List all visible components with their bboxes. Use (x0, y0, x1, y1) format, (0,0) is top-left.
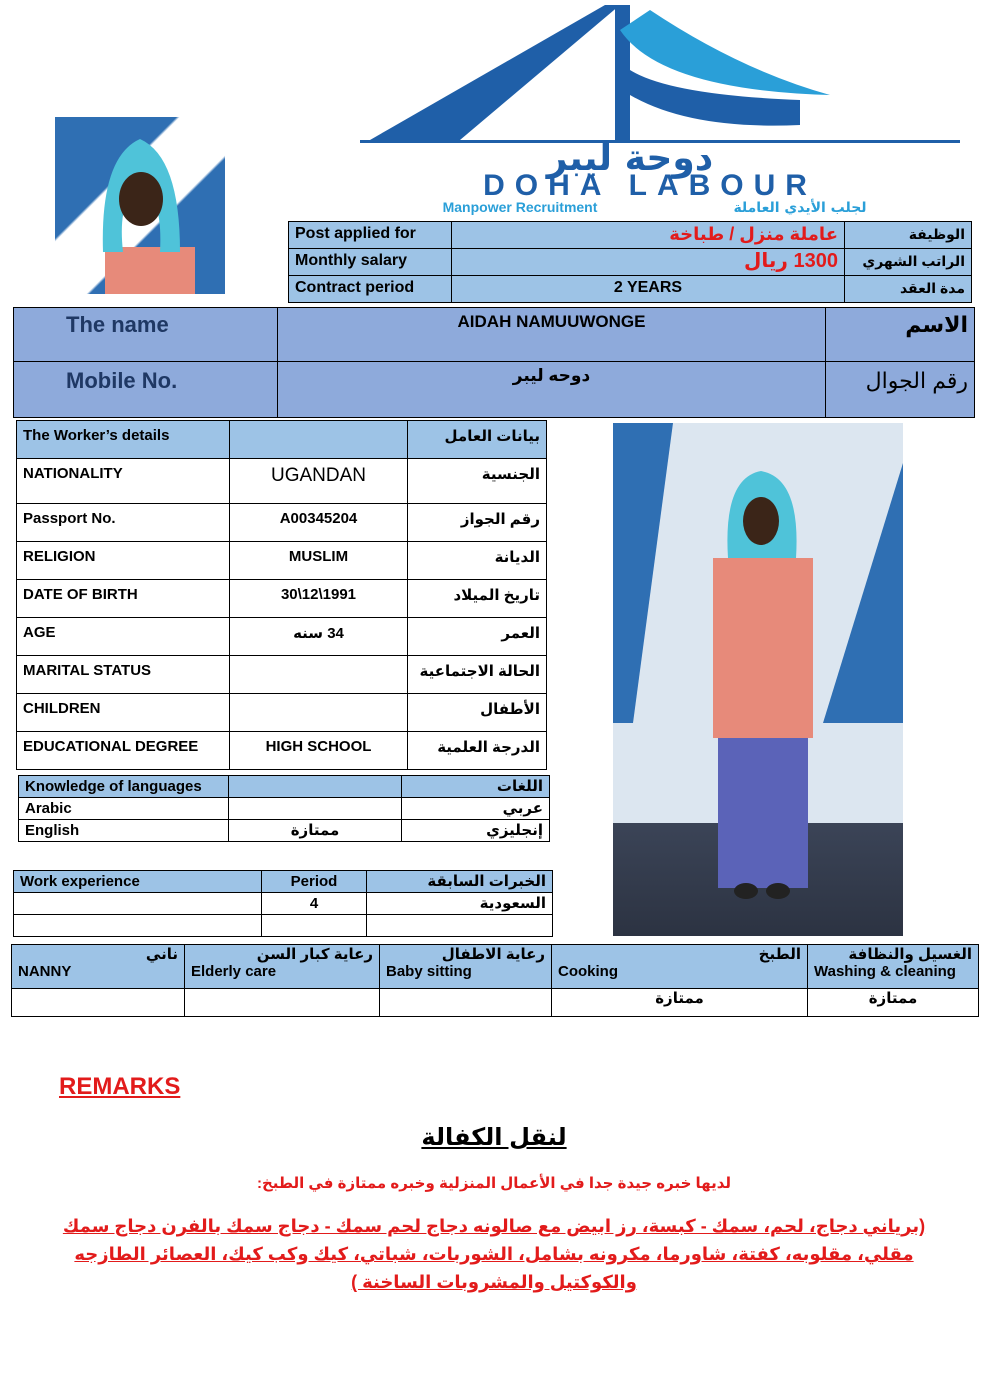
details-header-ar: بيانات العامل (408, 421, 547, 459)
languages-table (18, 775, 550, 842)
remarks-title: REMARKS (59, 1073, 181, 1100)
skill-cooking-ar: الطبخ (758, 946, 801, 963)
mobile-value: دوحه ليبر (278, 362, 826, 418)
skill-baby-ar: رعاية الاطفال (441, 946, 545, 963)
skill-header-elderly (185, 945, 380, 989)
dob-label-ar: تاريخ الميلاد (408, 580, 547, 618)
skill-baby-en: Baby sitting (386, 963, 472, 980)
logo-tagline-ar: لجلب الأيدي العاملة (733, 200, 867, 215)
nationality-value: UGANDAN (230, 459, 408, 504)
lang-english-label: English (19, 820, 229, 842)
experience-country (367, 915, 553, 937)
job-info-table (288, 221, 972, 303)
experience-period (262, 915, 367, 937)
marital-label-en: MARITAL STATUS (17, 656, 230, 694)
worker-portrait-photo (55, 117, 225, 294)
age-value: 34 سنه (230, 618, 408, 656)
skill-nanny-en: NANNY (18, 963, 72, 980)
experience-summary: لديها خبره جيدة جدا في الأعمال المنزلية وخبره ممتازة في الطبخ: (256, 1175, 732, 1192)
skill-washing-en: Washing & cleaning (814, 963, 956, 980)
skill-elderly-ar: رعاية كبار السن (256, 946, 373, 963)
skill-header-nanny (12, 945, 185, 989)
dishes-list: (برياني دجاج، لحم، سمك - كبسة، رز ابيض مع صالونه دجاج لحم سمك - دجاج سمك بالفرن دجاج سمك مقلي، مقلوبه، كفتة، شاورما، مكرونه بشامل، الشوربات، شباتي، كيك وكب كيك، العصائر الطازجه والكوكتيل والمشروبات الساخنة ) (62, 1216, 926, 1292)
skill-nanny-value (12, 989, 185, 1017)
passport-value: A00345204 (230, 504, 408, 542)
doha-labour-logo (330, 0, 970, 215)
skill-washing-value: ممتازة (808, 989, 979, 1017)
sponsorship-transfer-heading: لنقل الكفالة (421, 1124, 567, 1151)
contract-value: 2 YEARS (452, 276, 845, 303)
passport-label-en: Passport No. (17, 504, 230, 542)
lang-english-value: ممتازة (229, 820, 402, 842)
age-label-ar: العمر (408, 618, 547, 656)
children-label-en: CHILDREN (17, 694, 230, 732)
logo-tagline-en: Manpower Recruitment (442, 199, 598, 215)
skills-table (11, 944, 979, 1017)
religion-label-en: RELIGION (17, 542, 230, 580)
lang-arabic-value (229, 798, 402, 820)
experience-period-header: Period (262, 871, 367, 893)
experience-period: 4 (262, 893, 367, 915)
experience-country: السعودية (367, 893, 553, 915)
marital-value (230, 656, 408, 694)
languages-header-en: Knowledge of languages (19, 776, 229, 798)
skill-cooking-value: ممتازة (552, 989, 808, 1017)
experience-header-ar: الخبرات السابقة (367, 871, 553, 893)
marital-label-ar: الحالة الاجتماعية (408, 656, 547, 694)
contract-label-en: Contract period (289, 276, 452, 303)
work-experience-table (13, 870, 553, 937)
experience-row-en (14, 893, 262, 915)
skill-nanny-ar: ناني (145, 946, 178, 963)
identity-table (13, 307, 975, 418)
details-header-en: The Worker’s details (17, 421, 230, 459)
lang-arabic-label-ar: عربي (402, 798, 550, 820)
children-label-ar: الأطفال (408, 694, 547, 732)
skill-header-washing (808, 945, 979, 989)
experience-header-en: Work experience (14, 871, 262, 893)
education-label-en: EDUCATIONAL DEGREE (17, 732, 230, 770)
dob-label-en: DATE OF BIRTH (17, 580, 230, 618)
lang-arabic-label: Arabic (19, 798, 229, 820)
worker-full-photo (613, 423, 903, 936)
nationality-label-ar: الجنسية (408, 459, 547, 504)
skill-cooking-en: Cooking (558, 963, 618, 980)
worker-details-table (16, 420, 547, 770)
skill-elderly-en: Elderly care (191, 963, 277, 980)
religion-value: MUSLIM (230, 542, 408, 580)
post-label-en: Post applied for (289, 222, 452, 249)
lang-english-label-ar: إنجليزي (402, 820, 550, 842)
religion-label-ar: الديانة (408, 542, 547, 580)
logo-english: DOHA LABOUR (483, 169, 817, 202)
salary-value: 1300 ريال (452, 249, 845, 276)
post-label-ar: الوظيفة (845, 222, 972, 249)
education-label-ar: الدرجة العلمية (408, 732, 547, 770)
salary-label-en: Monthly salary (289, 249, 452, 276)
post-value: عاملة منزل / طباخة (452, 222, 845, 249)
logo-arabic: دوحة ليبر (546, 138, 714, 179)
skill-baby-value (380, 989, 552, 1017)
name-label-ar: الاسم (826, 308, 975, 362)
dob-value: 30\12\1991 (230, 580, 408, 618)
nationality-label-en: NATIONALITY (17, 459, 230, 504)
mobile-label-ar: رقم الجوال (826, 362, 975, 418)
age-label-en: AGE (17, 618, 230, 656)
contract-label-ar: مدة العقد (845, 276, 972, 303)
education-value: HIGH SCHOOL (230, 732, 408, 770)
skill-washing-ar: الغسيل والنظافة (848, 946, 972, 963)
name-label-en: The name (14, 308, 278, 362)
mobile-label-en: Mobile No. (14, 362, 278, 418)
skill-header-cooking (552, 945, 808, 989)
languages-header-ar: اللغات (402, 776, 550, 798)
skill-elderly-value (185, 989, 380, 1017)
salary-label-ar: الراتب الشهري (845, 249, 972, 276)
skill-header-baby (380, 945, 552, 989)
experience-row-en (14, 915, 262, 937)
worker-name: AIDAH NAMUUWONGE (278, 308, 826, 362)
passport-label-ar: رقم الجواز (408, 504, 547, 542)
children-value (230, 694, 408, 732)
